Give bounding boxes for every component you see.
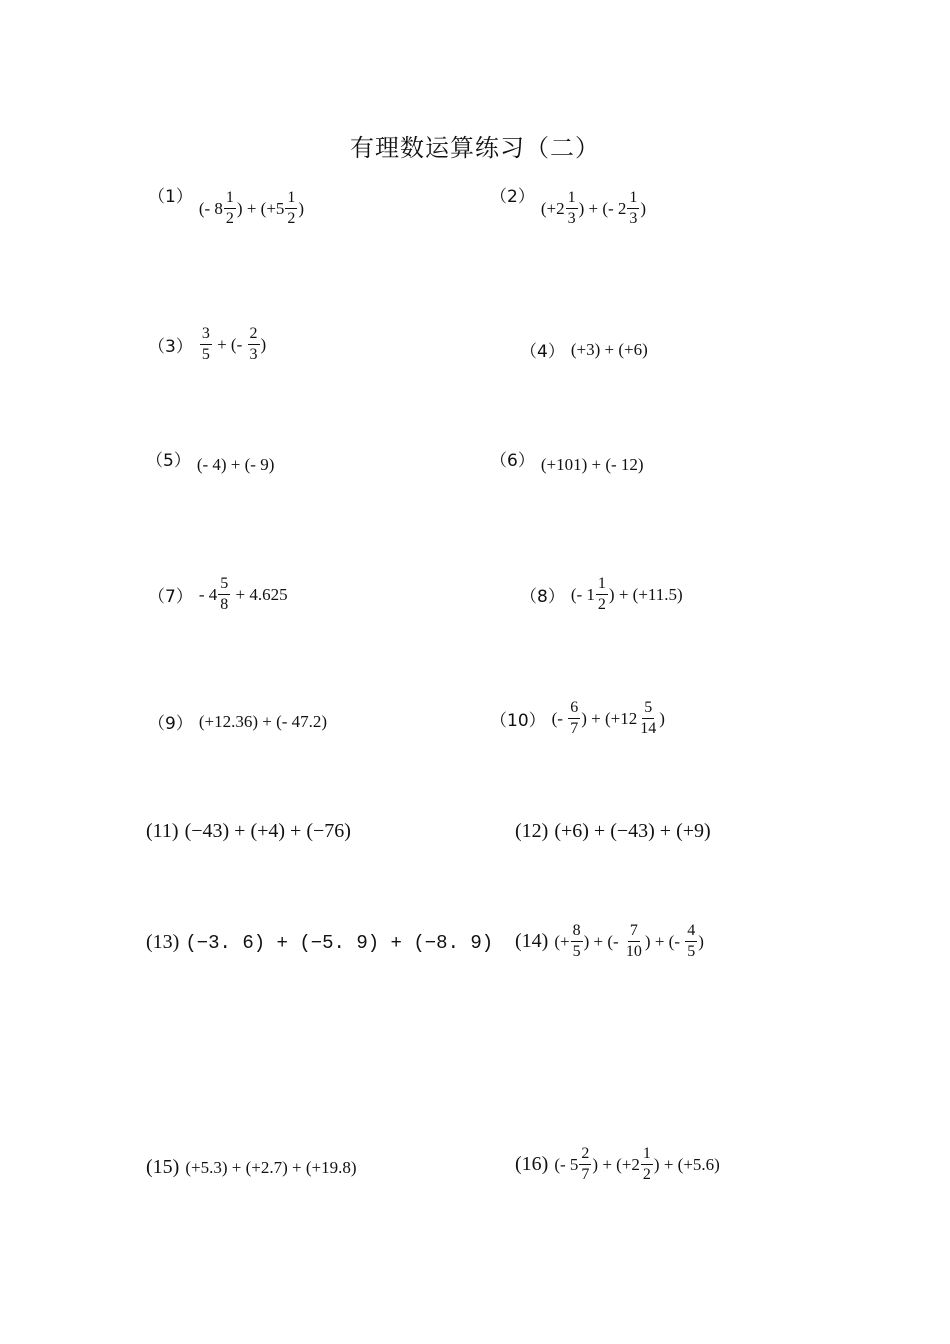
- fraction-denominator: 3: [567, 210, 576, 227]
- problem-expression: [197, 455, 275, 475]
- fraction: [218, 576, 230, 613]
- problem-label: （4）: [520, 342, 565, 362]
- problem-label: (16): [515, 1153, 549, 1175]
- expression-text: ) + (+5: [236, 198, 285, 218]
- problem-label: （2）: [490, 187, 535, 207]
- expression-text: ): [698, 931, 704, 951]
- problem-expression: [185, 1158, 356, 1178]
- problem-label: (14): [515, 930, 549, 952]
- fraction: [579, 1146, 591, 1183]
- problem-label: （10）: [490, 711, 546, 731]
- expression-text: (+6) + (−43) + (+9): [554, 820, 711, 842]
- fraction-denominator: 2: [225, 210, 234, 227]
- expression-text: (- 4) + (- 9): [196, 454, 275, 474]
- fraction: [685, 923, 697, 960]
- fraction-denominator: 2: [642, 1166, 651, 1183]
- fraction-numerator: 8: [571, 923, 583, 942]
- fraction-denominator: 5: [687, 943, 696, 960]
- expression-text: ) + (+2: [592, 1154, 640, 1174]
- fraction-denominator: 7: [570, 720, 579, 737]
- fraction: [566, 190, 578, 227]
- problem-label: (13): [146, 931, 180, 953]
- problem-label: （5）: [146, 451, 191, 471]
- fraction-numerator: 1: [596, 576, 608, 595]
- fraction-numerator: 1: [641, 1146, 653, 1165]
- problem-9: [148, 709, 327, 734]
- expression-text: (- 1: [570, 584, 595, 604]
- problem-expression: [554, 1146, 720, 1183]
- expression-text: (+2: [540, 198, 565, 218]
- expression-text: (- 8: [198, 198, 223, 218]
- problem-expression: [552, 700, 665, 737]
- fraction: [627, 190, 639, 227]
- expression-text: (- 5: [554, 1154, 579, 1174]
- problem-8: [520, 576, 683, 613]
- expression-text: ) + (+11.5): [608, 584, 683, 604]
- problem-3: [148, 326, 266, 363]
- problem-expression: [185, 932, 493, 954]
- worksheet-title: 有理数运算练习（二）: [350, 134, 600, 162]
- expression-text: (+: [554, 931, 570, 951]
- problem-7: [148, 576, 288, 613]
- fraction-numerator: 1: [285, 190, 297, 209]
- problem-expression: [541, 190, 646, 227]
- problem-label: （6）: [490, 451, 535, 471]
- fraction: [568, 700, 580, 737]
- fraction-numerator: 5: [218, 576, 230, 595]
- fraction-numerator: 2: [248, 326, 260, 345]
- expression-text: ) + (+5.6): [653, 1154, 720, 1174]
- problem-10: [490, 700, 665, 737]
- problem-4: [520, 337, 648, 362]
- problem-13: [146, 931, 493, 954]
- problem-label: (12): [515, 820, 549, 842]
- problem-label: （1）: [148, 187, 193, 207]
- fraction-denominator: 2: [597, 596, 606, 613]
- fraction-numerator: 5: [642, 700, 654, 719]
- problem-label: （9）: [148, 714, 193, 734]
- problem-expression: [571, 576, 683, 613]
- fraction: [285, 190, 297, 227]
- problem-2: [490, 187, 647, 227]
- expression-text: + (-: [212, 334, 247, 354]
- problem-expression: [199, 326, 266, 363]
- expression-text: (+5.3) + (+2.7) + (+19.8): [185, 1157, 357, 1177]
- expression-text: (+3) + (+6): [570, 339, 648, 359]
- problem-5: [146, 452, 274, 477]
- problem-11: [146, 820, 351, 843]
- problem-label: （8）: [520, 587, 565, 607]
- fraction-numerator: 4: [685, 923, 697, 942]
- fraction: [224, 190, 236, 227]
- fraction-denominator: 7: [581, 1166, 590, 1183]
- fraction: [638, 700, 658, 737]
- fraction-numerator: 2: [579, 1146, 591, 1165]
- fraction-numerator: 1: [224, 190, 236, 209]
- problem-16: [515, 1146, 720, 1183]
- problem-14: [515, 923, 704, 960]
- expression-text: (+12.36) + (- 47.2): [198, 711, 328, 731]
- problem-expression: [554, 820, 710, 843]
- expression-text: ): [260, 334, 267, 354]
- problem-label: (11): [146, 820, 179, 842]
- expression-text: + 4.625: [231, 584, 288, 604]
- problem-expression: [554, 923, 704, 960]
- problem-label: (15): [146, 1156, 180, 1178]
- expression-text: ) + (- 2: [578, 198, 627, 218]
- problem-12: [515, 820, 711, 843]
- fraction-numerator: 1: [566, 190, 578, 209]
- fraction: [571, 923, 583, 960]
- fraction-numerator: 6: [568, 700, 580, 719]
- problem-label: （7）: [148, 587, 193, 607]
- fraction-denominator: 2: [287, 210, 296, 227]
- problem-1: [148, 187, 305, 227]
- expression-text: ) + (+12: [581, 708, 638, 728]
- problem-6: [490, 452, 644, 477]
- expression-text: (−3. 6) + (−5. 9) + (−8. 9): [185, 931, 494, 954]
- expression-text: ): [659, 708, 665, 728]
- expression-text: ) + (-: [644, 931, 685, 951]
- fraction-denominator: 8: [220, 596, 229, 613]
- problem-expression: [541, 455, 644, 475]
- fraction-denominator: 3: [249, 346, 258, 363]
- problem-expression: [199, 576, 288, 613]
- fraction-denominator: 3: [629, 210, 638, 227]
- expression-text: ) + (-: [583, 931, 623, 951]
- fraction: [624, 923, 644, 960]
- problem-expression: [185, 820, 351, 843]
- fraction: [596, 576, 608, 613]
- expression-text: - 4: [198, 584, 218, 604]
- problem-expression: [199, 712, 327, 732]
- fraction: [641, 1146, 653, 1183]
- fraction-denominator: 5: [572, 943, 581, 960]
- expression-text: (−43) + (+4) + (−76): [184, 820, 351, 842]
- fraction-denominator: 10: [625, 943, 642, 960]
- fraction: [200, 326, 212, 363]
- fraction-numerator: 7: [628, 923, 640, 942]
- fraction-denominator: 5: [201, 346, 210, 363]
- problem-15: [146, 1156, 356, 1179]
- problem-expression: [199, 190, 304, 227]
- problem-label: （3）: [148, 337, 193, 357]
- fraction-numerator: 1: [627, 190, 639, 209]
- fraction-denominator: 14: [640, 720, 657, 737]
- problem-expression: [571, 340, 648, 360]
- fraction: [248, 326, 260, 363]
- expression-text: ): [298, 198, 305, 218]
- fraction-numerator: 3: [200, 326, 212, 345]
- expression-text: ): [640, 198, 647, 218]
- expression-text: (+101) + (- 12): [540, 454, 644, 474]
- expression-text: (-: [551, 708, 568, 728]
